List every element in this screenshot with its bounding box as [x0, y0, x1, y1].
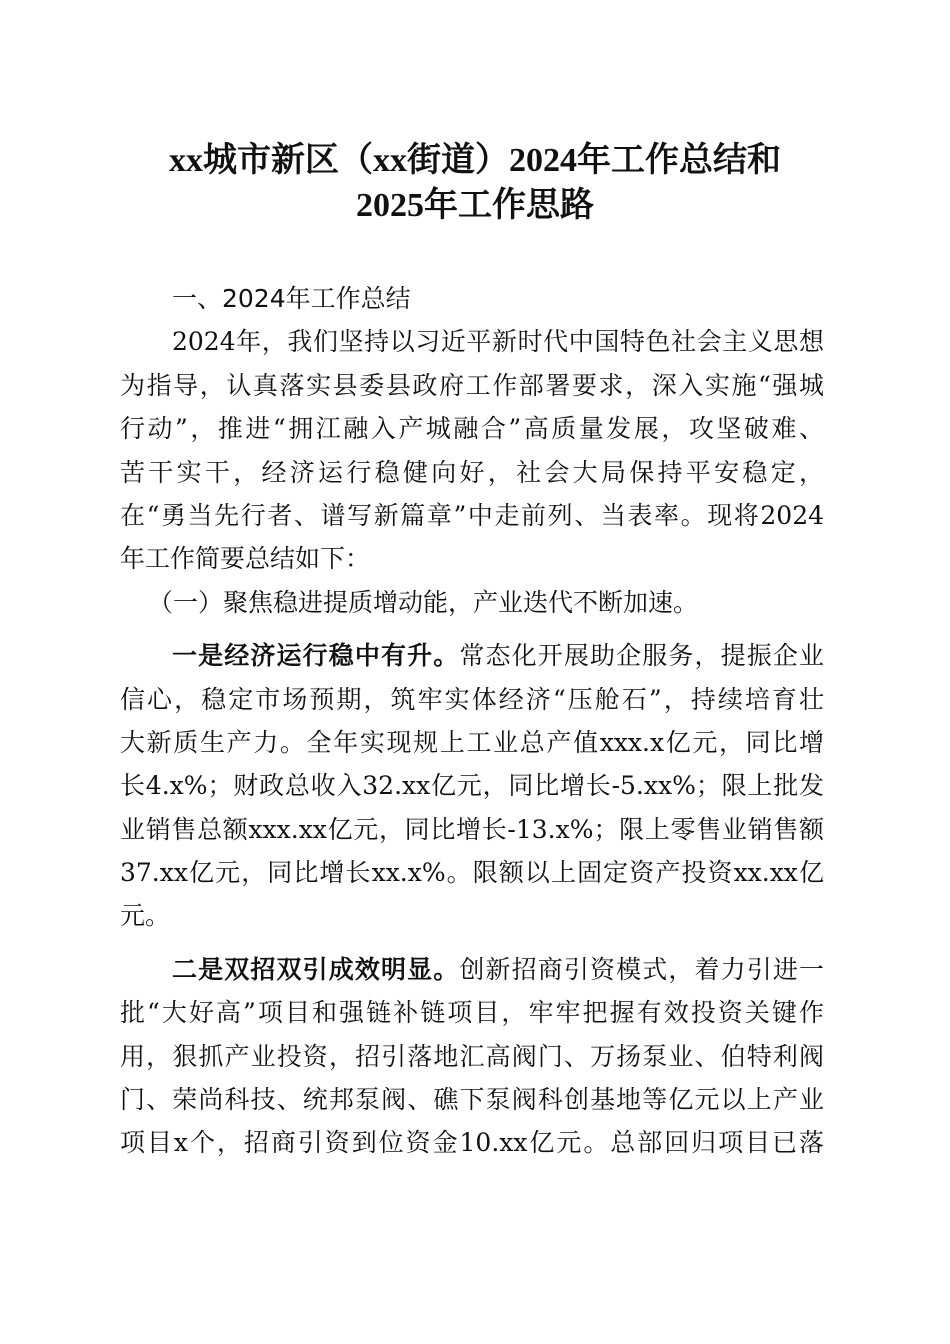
- intro-paragraph: [120, 320, 824, 580]
- subheading: （一）聚焦稳进提质增动能，产业迭代不断加速。: [148, 587, 699, 617]
- document-title-line-2: 2025年工作思路: [356, 187, 594, 224]
- paragraph-line: 行动”，推进“拥江融入产城融合”高质量发展，攻坚破难、: [120, 414, 824, 444]
- point-2-paragraph: [120, 948, 824, 1165]
- paragraph-line: 苦干实干，经济运行稳健向好，社会大局保持平安稳定，: [120, 457, 824, 487]
- paragraph-line: 门、荣尚科技、统邦泵阀、礁下泵阀科创基地等亿元以上产业: [120, 1085, 824, 1115]
- paragraph-line: 2024年，我们坚持以习近平新时代中国特色社会主义思想: [172, 327, 824, 357]
- document-title-line-1: xx城市新区（xx街道）2024年工作总结和: [169, 142, 781, 179]
- paragraph-line: 元。: [120, 901, 171, 931]
- paragraph-line: 业销售总额xxx.xx亿元，同比增长-13.x%；限上零售业销售额: [120, 814, 824, 844]
- point-text: 常态化开展助企服务，提振企业: [459, 641, 824, 671]
- paragraph-line: 用，狠抓产业投资，招引落地汇高阀门、万扬泵业、伯特利阀: [120, 1041, 824, 1071]
- paragraph-line: 批“大好高”项目和强链补链项目，牢牢把握有效投资关键作: [120, 998, 824, 1028]
- paragraph-line: 为指导，认真落实县委县政府工作部署要求，深入实施“强城: [120, 370, 824, 400]
- point-lead: 二是双招双引成效明显。: [172, 954, 460, 984]
- paragraph-line: [120, 948, 824, 991]
- paragraph-line: 年工作简要总结如下：: [120, 544, 371, 574]
- paragraph-line: 大新质生产力。全年实现规上工业总产值xxx.x亿元，同比增: [120, 727, 824, 757]
- paragraph-line: 在“勇当先行者、谱写新篇章”中走前列、当表率。现将2024: [120, 500, 824, 530]
- point-1-paragraph: [120, 634, 824, 938]
- paragraph-line: 信心，稳定市场预期，筑牢实体经济“压舱石”，持续培育壮: [120, 684, 824, 714]
- paragraph-line: 长4.x%；财政总收入32.xx亿元，同比增长-5.xx%；限上批发: [120, 771, 824, 801]
- paragraph-line: [120, 634, 824, 677]
- point-lead: 一是经济运行稳中有升。: [172, 641, 460, 671]
- section-heading: 一、2024年工作总结: [172, 284, 411, 313]
- paragraph-line: 37.xx亿元，同比增长xx.x%。限额以上固定资产投资xx.xx亿: [120, 858, 824, 888]
- point-text: 创新招商引资模式，着力引进一: [459, 954, 824, 984]
- paragraph-line: 项目x个，招商引资到位资金10.xx亿元。总部回归项目已落: [120, 1128, 824, 1158]
- document-body: [120, 277, 824, 1165]
